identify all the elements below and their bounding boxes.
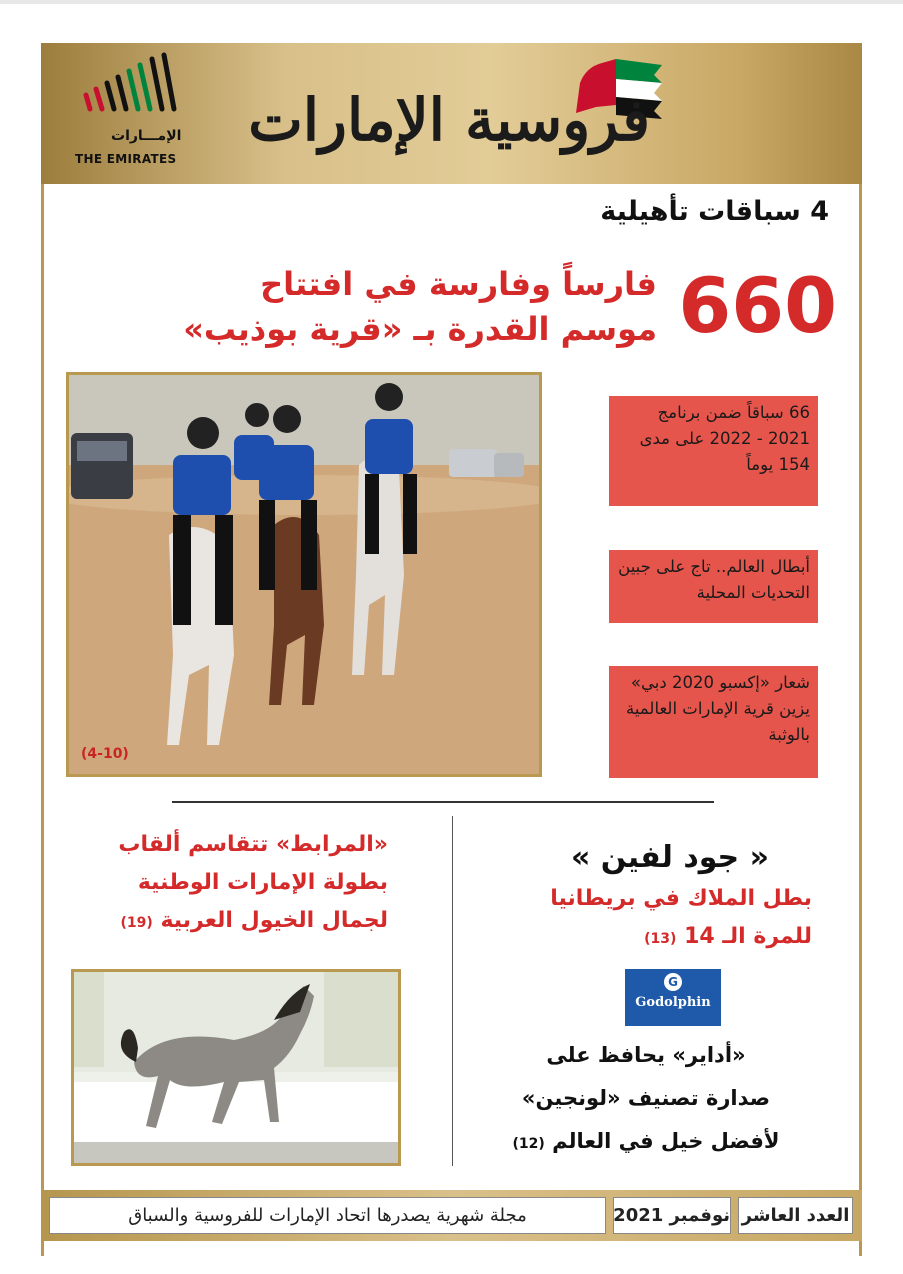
magazine-description: مجلة شهرية يصدرها اتحاد الإمارات للفروسية والسباق [49, 1197, 606, 1234]
logo-arabic-text: الإمـــارات [111, 128, 182, 144]
cover-big-number: 660 [678, 261, 837, 350]
murabit-line-3 [70, 902, 388, 942]
top-edge [0, 0, 903, 4]
godolphin-sub-1: بطل الملاك في بريطانيا [550, 886, 812, 911]
godolphin-story-sub [530, 880, 812, 958]
frame-right-rule [859, 43, 862, 1256]
adayar-line-2: صدارة تصنيف «لونجين» [521, 1086, 771, 1110]
masthead [41, 43, 862, 184]
side-box-expo: شعار «إكسبو 2020 دبي» يزين قرية الإمارات العالمية بالوثبة [609, 666, 818, 778]
godolphin-story-title: « جود لفين » [570, 840, 770, 875]
godolphin-emblem-icon: G [664, 973, 682, 991]
cover-headline [97, 262, 657, 352]
headline-line-2: موسم القدرة بـ «قرية بوذيب» [183, 310, 657, 348]
godolphin-page-ref: (13) [644, 931, 677, 947]
adayar-story [486, 1034, 806, 1166]
godolphin-logo [625, 969, 721, 1026]
magazine-title: فروسية الإمارات [248, 86, 650, 154]
adayar-line-3 [486, 1120, 806, 1166]
issue-number: العدد العاشر [738, 1197, 853, 1234]
emirates-logo-icon [76, 51, 186, 121]
cover-kicker: 4 سباقات تأهيلية [600, 196, 829, 227]
side-box-66-races: 66 سباقاً ضمن برنامج 2021 - 2022 على مدى 154 يوماً [609, 396, 818, 506]
column-divider [452, 816, 453, 1166]
murabit-story-headline [70, 826, 388, 942]
side-box-champions: أبطال العالم.. تاج على جبين التحديات المحلية [609, 550, 818, 623]
logo-english-text: THE EMIRATES [75, 152, 177, 166]
godolphin-sub-2 [530, 918, 812, 958]
section-divider [172, 801, 714, 803]
issue-date: نوفمبر 2021 [613, 1197, 731, 1234]
arabian-horse-photo [71, 969, 401, 1166]
endurance-riders-photo [66, 372, 542, 777]
adayar-line-1: «أداير» يحافظ على [546, 1043, 746, 1067]
murabit-line-1: «المرابط» تتقاسم ألقاب [118, 832, 388, 857]
headline-line-1: فارساً وفارسة في افتتاح [260, 265, 657, 303]
godolphin-brand-name: Godolphin [635, 995, 711, 1010]
adayar-line-3-text: لأفضل خيل في العالم [552, 1129, 780, 1153]
endurance-riders-illustration [69, 375, 539, 774]
murabit-page-ref: (19) [120, 915, 153, 931]
arabian-horse-illustration [74, 972, 398, 1163]
frame-left-rule [41, 43, 44, 1256]
photo-page-ref: (4-10) [81, 746, 129, 762]
godolphin-sub-2-text: للمرة الـ 14 [684, 924, 812, 949]
footer-bar [41, 1190, 862, 1241]
murabit-line-2: بطولة الإمارات الوطنية [137, 870, 388, 895]
adayar-page-ref: (12) [512, 1136, 545, 1152]
murabit-line-3-text: لجمال الخيول العربية [160, 908, 388, 933]
